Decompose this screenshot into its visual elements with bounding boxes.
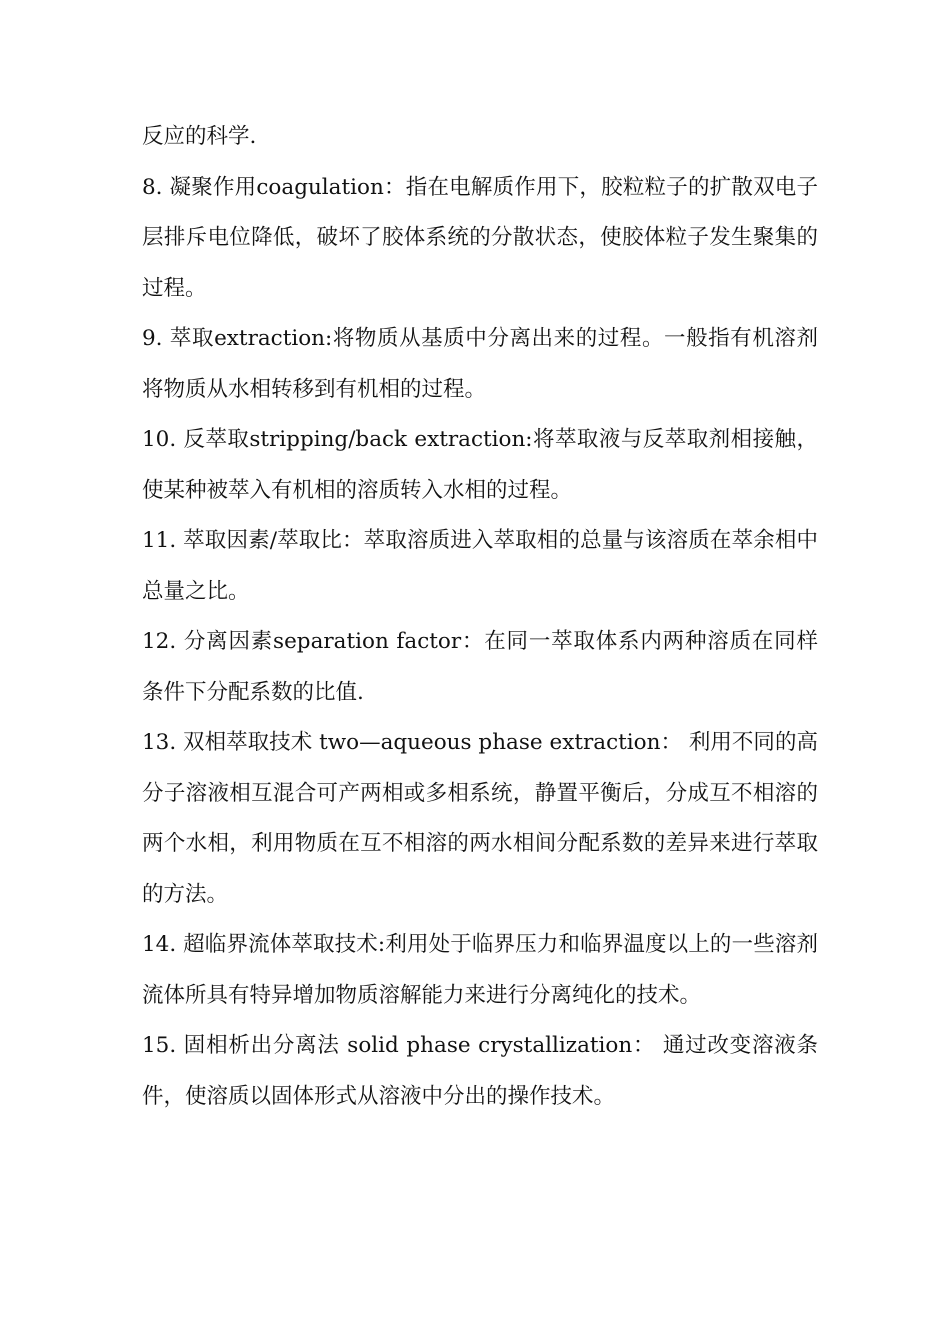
document-body	[142, 112, 818, 1122]
paragraph-supercritical-fluid: 14. 超临界流体萃取技术:利用处于临界压力和临界温度以上的一些溶剂流体所具有特异增加物质溶解能力来进行分离纯化的技术。	[142, 932, 818, 1008]
paragraph-extraction: 9. 萃取extraction:将物质从基质中分离出来的过程。一般指有机溶剂将物质从水相转移到有机相的过程。	[142, 326, 818, 402]
paragraph-two-aqueous-phase: 13. 双相萃取技术 two—aqueous phase extraction： 利用不同的高分子溶液相互混合可产两相或多相系统，静置平衡后，分成互不相溶的两个水相，利用物质在互不相溶的两水相间分配系数的差异来进行萃取的方法。	[142, 730, 818, 907]
paragraph-back-extraction: 10. 反萃取stripping/back extraction:将萃取液与反萃取剂相接触，使某种被萃入有机相的溶质转入水相的过程。	[142, 427, 818, 503]
paragraph-solid-phase-crystallization: 15. 固相析出分离法 solid phase crystallization： 通过改变溶液条件，使溶质以固体形式从溶液中分出的操作技术。	[142, 1033, 818, 1109]
paragraph-fragment-science: 反应的科学.	[142, 124, 257, 149]
paragraph-extraction-ratio: 11. 萃取因素/萃取比：萃取溶质进入萃取相的总量与该溶质在萃余相中总量之比。	[142, 528, 818, 604]
paragraph-coagulation: 8. 凝聚作用coagulation：指在电解质作用下，胶粒粒子的扩散双电子层排斥电位降低，破坏了胶体系统的分散状态，使胶体粒子发生聚集的过程。	[142, 174, 818, 301]
paragraph-separation-factor: 12. 分离因素separation factor：在同一萃取体系内两种溶质在同样条件下分配系数的比值.	[142, 629, 818, 705]
